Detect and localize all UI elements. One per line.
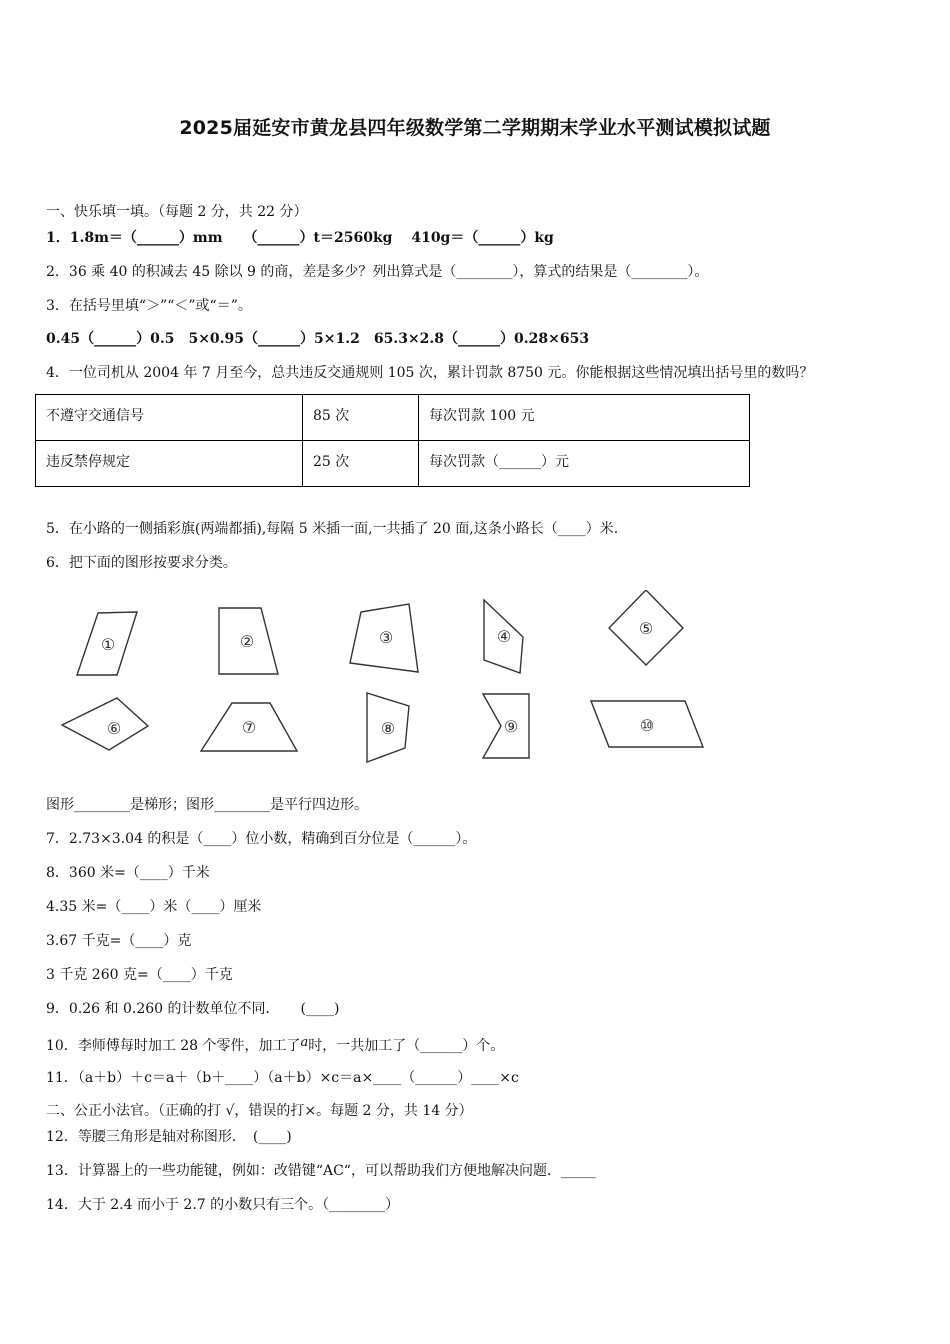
section-2-header: 二、公正小法官。（正确的打 √，错误的打×。每题 2 分，共 14 分） — [46, 1103, 473, 1119]
section-1-header: 一、快乐填一填。（每题 2 分，共 22 分） — [46, 204, 308, 220]
question-13: 13．计算器上的一些功能键，例如：改错键“AC“，可以帮助我们方便地解决问题．_____ — [46, 1163, 596, 1179]
question-3-items: 0.45（______）0.5 5×0.95（______）5×1.2 65.3×2.8（______）0.28×653 — [46, 331, 590, 347]
question-10-suffix: 时，一共加工了（______）个。 — [308, 1038, 505, 1054]
question-3: 3．在括号里填“＞”“＜”或“＝”。 — [46, 298, 252, 314]
shape-label-3: ③ — [378, 628, 394, 647]
shape-label-7: ⑦ — [241, 718, 257, 737]
table-row — [36, 395, 750, 441]
question-14: 14．大于 2.4 而小于 2.7 的小数只有三个。（________） — [46, 1197, 400, 1213]
table-cell: 每次罚款（______）元 — [419, 441, 750, 487]
table-cell: 每次罚款 100 元 — [419, 395, 750, 441]
shape-label-5: ⑤ — [638, 619, 654, 638]
question-8: 8．360 米=（____）千米 — [46, 865, 210, 881]
shape-label-9: ⑨ — [503, 717, 519, 736]
table-row — [36, 441, 750, 487]
table-cell: 违反禁停规定 — [36, 441, 303, 487]
question-8-d: 3 千克 260 克=（____）千克 — [46, 967, 233, 983]
question-1: 1．1.8m＝（______）mm （______）t＝2560kg 410g＝（______）kg — [46, 230, 554, 246]
question-10 — [46, 1034, 504, 1055]
question-9: 9．0.26 和 0.260 的计数单位不同． (____) — [46, 1001, 340, 1017]
question-12: 12．等腰三角形是轴对称图形． (____) — [46, 1129, 292, 1145]
question-6-answer: 图形________是梯形；图形________是平行四边形。 — [46, 797, 368, 813]
variable-a: a — [300, 1035, 309, 1050]
table-cell: 85 次 — [303, 395, 419, 441]
shape-label-8: ⑧ — [380, 719, 396, 738]
table-cell: 不遵守交通信号 — [36, 395, 303, 441]
shape-label-1: ① — [100, 635, 116, 654]
question-2: 2．36 乘 40 的积减去 45 除以 9 的商，差是多少？列出算式是（________），算式的结果是（________）。 — [46, 264, 709, 280]
shapes-figure — [0, 590, 760, 775]
question-10-prefix: 10．李师傅每时加工 28 个零件，加工了 — [46, 1038, 301, 1054]
question-4: 4．一位司机从 2004 年 7 月至今，总共违反交通规则 105 次，累计罚款 8750 元。你能根据这些情况填出括号里的数吗？ — [46, 365, 814, 381]
question-7: 7．2.73×3.04 的积是（____）位小数，精确到百分位是（______）。 — [46, 831, 477, 847]
question-4-table — [35, 394, 750, 487]
question-5: 5．在小路的一侧插彩旗(两端都插),每隔 5 米插一面,一共插了 20 面,这条小路长（____）米. — [46, 521, 619, 537]
question-8-b: 4.35 米=（____）米（____）厘米 — [46, 899, 262, 915]
question-11: 11．（a＋b）＋c＝a＋（b＋____）（a＋b）×c＝a×____（______）____×c — [46, 1070, 519, 1086]
shape-label-2: ② — [239, 632, 255, 651]
shape-6 — [62, 698, 148, 750]
question-6: 6．把下面的图形按要求分类。 — [46, 555, 237, 571]
shape-label-4: ④ — [496, 627, 512, 646]
shape-label-6: ⑥ — [106, 719, 122, 738]
page-title: 2025届延安市黄龙县四年级数学第二学期期末学业水平测试模拟试题 — [179, 117, 771, 139]
table-cell: 25 次 — [303, 441, 419, 487]
shape-label-10: ⑩ — [639, 716, 655, 735]
question-8-c: 3.67 千克=（____）克 — [46, 933, 192, 949]
